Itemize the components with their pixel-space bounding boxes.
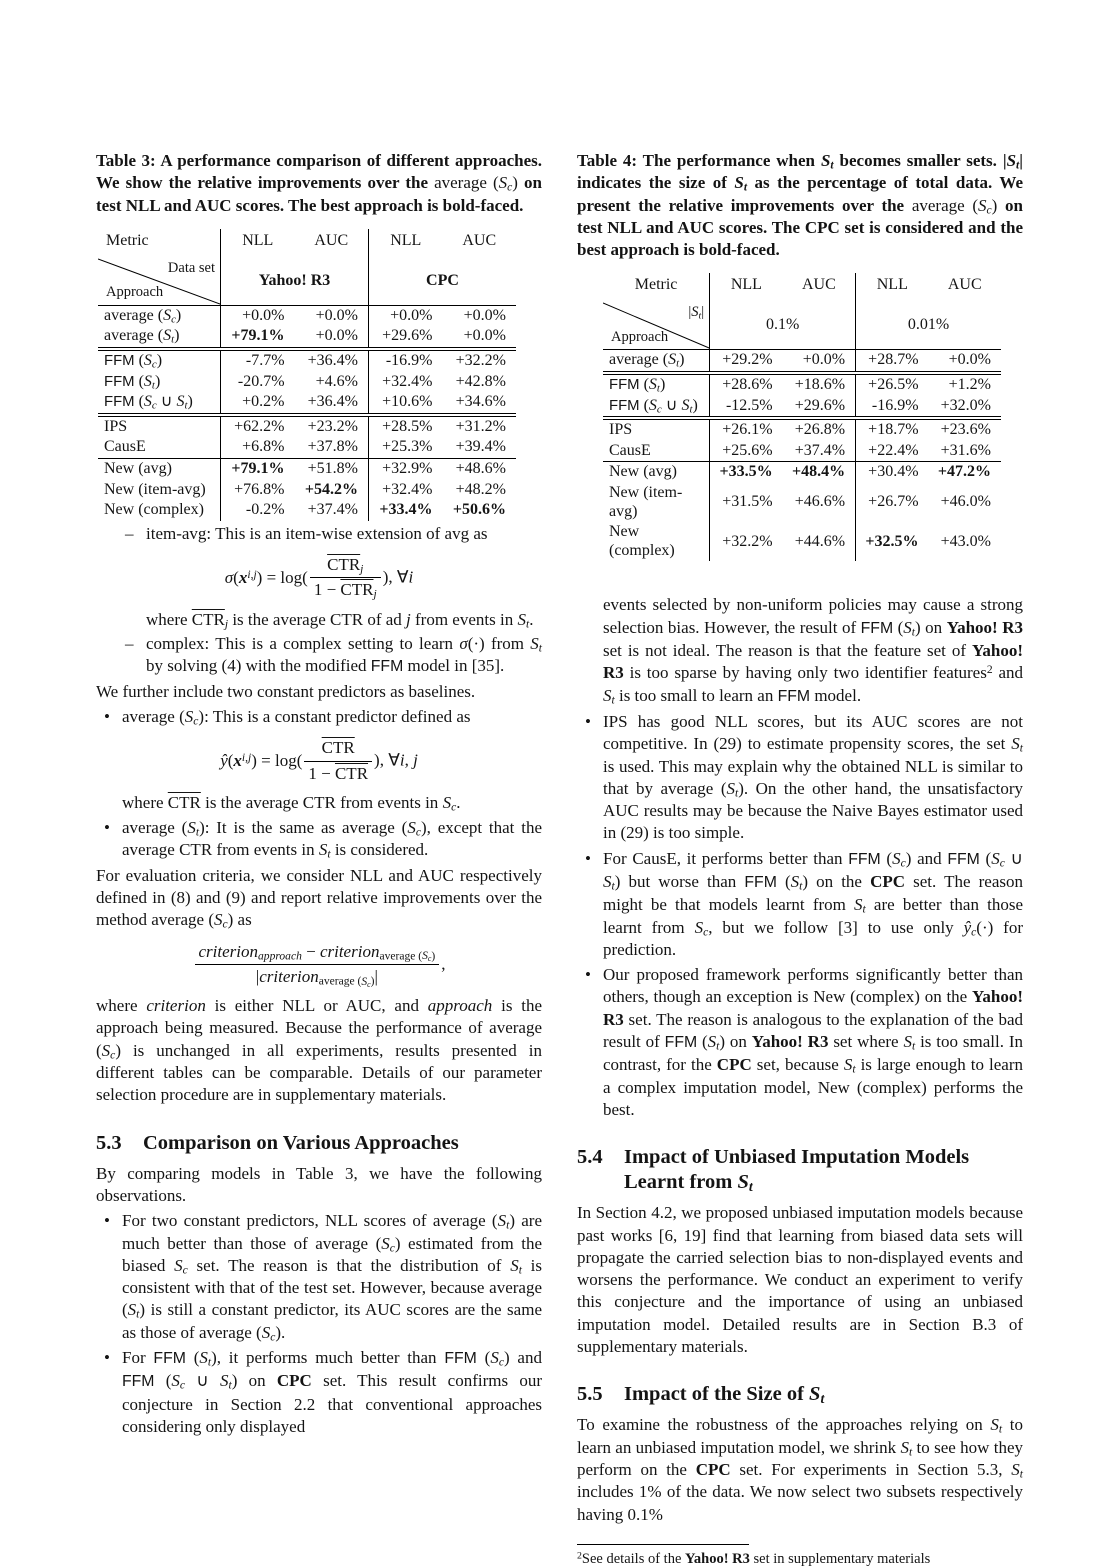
bullet-cause: • For CausE, it performs better than FFM $(S_c)$ and FFM ($S_c$ ∪ $S_t$) but worse than FFM $(S_t)$ on the CPC set. The reason might be that models learnt from $S_t$ are better than those learnt from $S_c$, but we follow [3] to use only $ŷ_c(\cdot)$ for prediction. [577, 848, 1023, 961]
col-header-auc-1: AUC [783, 273, 856, 301]
value-cell: +0.0% [242, 306, 285, 324]
value-cell: +79.1% [221, 459, 295, 480]
value-cell: +62.2% [221, 415, 295, 438]
table-row [603, 373, 1001, 396]
approach-label-cell: CausE [98, 437, 221, 458]
table-row [603, 350, 1001, 373]
value-cell: -7.7% [221, 349, 295, 372]
value-cell: +29.6% [783, 396, 856, 419]
section-5-3-heading [96, 1131, 542, 1156]
value-cell: -0.2% [245, 501, 285, 519]
value-cell: +0.0% [295, 326, 369, 349]
approach-label-cell: New (complex) [603, 522, 710, 561]
value-cell: +39.4% [455, 438, 506, 456]
fraction-numerator: criterion$_{approach}$ − criterion$_{average (S_c)}$ [195, 941, 440, 965]
col-header-nll-2: NLL [876, 276, 908, 294]
bullet-proposed: • Our proposed framework performs significantly better than others, though an exception is New (complex) on the Yahoo! R3 set. The reason is analogous to the explanation of the bad result of FFM $(S_t)$ on Yahoo! R3 set where $S_t$ is too small. In contrast, for the CPC set, because $S_t$ is large enough to learn a complex imputation model, New (complex) performs the best. [577, 964, 1023, 1121]
col-header-auc-2: AUC [947, 276, 982, 294]
bullet-constant-predictors: • For two constant predictors, NLL scores of average $(S_t)$ are much better than those of average $(S_c)$ estimated from the biased $S_c$ set. The reason is that the distribution of $S_t$ is consistent with that of the test set. However, because average $(S_t)$ is still a constant predictor, its AUC scores are the same as those of average $(S_c)$. [96, 1210, 542, 1344]
left-column [96, 150, 542, 1441]
footnote-block [577, 1544, 1023, 1568]
bullet-ips: • IPS has good NLL scores, but its AUC scores are not competitive. In (29) to estimate propensity scores, the set $S_t$ is used. This may explain why the obtained NLL is similar to that by average $(S_t)$. On the other hand, the unsatisfactory AUC results may be because the Naive Bayes estimator used in (29) is too simple. [577, 711, 1023, 845]
approach-label-cell: FFM $(S_c)$ [98, 349, 221, 372]
value-cell: +42.8% [455, 372, 506, 390]
table3-body [98, 305, 516, 520]
value-cell: +26.7% [868, 493, 919, 511]
table4-body [603, 350, 1001, 561]
section-title: Impact of Unbiased Imputation Models Learnt from $S_t$ [624, 1146, 970, 1196]
table4-diagonal-header-cell [603, 273, 710, 350]
value-cell: +37.4% [783, 441, 856, 462]
value-cell: +50.6% [452, 501, 506, 519]
bullet-average-st: • average $(S_t)$: It is the same as average $(S_c)$, except that the average CTR from events in $S_t$ is considered. [96, 817, 542, 862]
approach-label-cell: New (item-avg) [98, 480, 221, 501]
value-cell: +28.7% [868, 351, 919, 369]
value-cell: +76.8% [234, 480, 285, 498]
bullet-average-sc: • average $(S_c)$: This is a constant predictor defined as [96, 706, 542, 728]
value-cell: +23.2% [295, 415, 369, 438]
diagonal-line [603, 273, 709, 349]
value-cell: +37.8% [295, 437, 369, 458]
table4 [603, 273, 1001, 561]
paragraph-continuation: events selected by non-uniform policies may cause a strong selection bias. However, the result of FFM $(S_t)$ on Yahoo! R3 set is not ideal. The reason is that the feature set of Yahoo! R3 is too sparse by having only two identifier features$^2$ and $S_t$ is too small to learn an FFM model. [603, 595, 1024, 707]
fraction-denominator: |criterion$_{average (S_c)}$| [255, 966, 378, 989]
value-cell: +23.6% [929, 418, 1001, 441]
value-cell: +32.5% [865, 532, 919, 550]
value-cell: +29.6% [382, 327, 433, 345]
value-cell: +79.1% [231, 327, 285, 345]
col-header-auc-2: AUC [462, 231, 497, 249]
value-cell: +26.1% [710, 418, 783, 441]
approach-label: Approach [611, 328, 669, 345]
section-number: 5.5 [577, 1383, 603, 1406]
equation-criterion [96, 941, 542, 989]
equation-item-avg [96, 554, 542, 602]
table-row [98, 500, 516, 521]
table-row [98, 372, 516, 393]
col-header-nll-1: NLL [242, 231, 274, 249]
section-title: Comparison on Various Approaches [143, 1131, 459, 1154]
approach-label-cell: New (complex) [98, 500, 221, 521]
table-row [603, 462, 1001, 483]
table3-caption: Table 3: A performance comparison of different approaches. We show the relative improvements over the average $(S_c)$ on test NLL and AUC scores. The best approach is bold-faced. [96, 151, 542, 215]
value-cell: +18.7% [856, 418, 929, 441]
approach-label-cell: FFM $(S_t)$ [98, 372, 221, 393]
value-cell: +6.8% [242, 438, 285, 456]
value-cell: +51.8% [295, 459, 369, 480]
st-size-label: $|S_t|$ [688, 304, 705, 322]
dataset-label: Data set [167, 259, 216, 276]
approach-label-cell: IPS [603, 418, 710, 441]
value-cell: +47.2% [929, 462, 1001, 483]
approach-label-cell: New (avg) [603, 462, 710, 483]
table-row [98, 326, 516, 349]
fraction-numerator: $\overline{CTR}$ [304, 737, 372, 761]
fraction [310, 554, 381, 602]
footnote-rule [577, 1544, 749, 1545]
metric-label: Metric [106, 231, 149, 249]
value-cell: -16.9% [369, 349, 443, 372]
value-cell: +46.0% [940, 493, 991, 511]
value-cell: +36.4% [295, 392, 369, 415]
table-row [603, 522, 1001, 561]
value-cell: +31.6% [940, 441, 991, 459]
value-cell: +31.2% [442, 415, 516, 438]
value-cell: +26.8% [783, 418, 856, 441]
list-item-complex: – complex: This is a complex setting to learn σ(·) from $S_t$ by solving (4) with the modified FFM model in [35]. [96, 633, 542, 679]
table-row [98, 480, 516, 501]
value-cell: +28.6% [710, 373, 783, 396]
value-cell: +29.2% [722, 351, 773, 369]
section-5-5-heading [577, 1382, 1023, 1407]
value-cell: +32.0% [940, 396, 991, 414]
value-cell: +48.6% [442, 459, 516, 480]
section-number: 5.3 [96, 1131, 122, 1154]
value-cell: +46.6% [783, 483, 856, 522]
value-cell: +10.6% [382, 393, 433, 411]
table-row [603, 483, 1001, 522]
col-header-nll-2: NLL [390, 231, 422, 249]
approach-label-cell: average $(S_t)$ [98, 326, 221, 349]
value-cell: +32.4% [382, 372, 433, 390]
approach-label-cell: New (item-avg) [603, 483, 710, 522]
value-cell: +31.5% [722, 493, 773, 511]
list-item-item-avg: – item-avg: This is an item-wise extension of avg as [96, 523, 542, 545]
paragraph-5-4: In Section 4.2, we proposed unbiased imputation models because past works [6, 19] find that learning from biased data sets will propagate the carried selection bias to non-displayed events and worsens the performance. We conduct an experiment to verify this conjecture and the importance of using an unbiased imputation model. Detailed results are in Section B.3 of supplementary materials. [577, 1203, 1023, 1357]
value-cell: +32.2% [722, 532, 773, 550]
approach-label-cell: FFM $(S_t)$ [603, 373, 710, 396]
paragraph-further: We further include two constant predictors as baselines. [96, 681, 476, 701]
table-row [603, 418, 1001, 441]
section-number: 5.4 [577, 1146, 603, 1169]
fraction-denominator: $1 - \overline{CTR}_j$ [313, 580, 377, 602]
equation-rhs: , [441, 954, 446, 974]
group-header-0.1: 0.1% [710, 301, 856, 350]
table-row [98, 437, 516, 458]
approach-label: Approach [106, 284, 164, 301]
fraction [304, 737, 372, 785]
value-cell: -16.9% [871, 396, 919, 414]
equation-average-sc [96, 737, 542, 785]
table4-header [603, 273, 1001, 350]
section-title: Impact of the Size of $S_t$ [624, 1383, 825, 1408]
value-cell: +26.5% [856, 373, 929, 396]
value-cell: +43.0% [940, 532, 991, 550]
value-cell: +0.0% [463, 327, 506, 345]
value-cell: +25.3% [382, 438, 433, 456]
table-row [603, 396, 1001, 419]
metric-label: Metric [634, 276, 678, 294]
paragraph-5-5: To examine the robustness of the approaches relying on $S_t$ to learn an unbiased imputation model, we shrink $S_t$ to see how they perform on the CPC set. For experiments in Section 5.3, $S_t$ includes 1% of the data. We now select two subsets respectively having 0.1% [577, 1415, 1023, 1524]
value-cell: +28.5% [369, 415, 443, 438]
table-row [98, 415, 516, 438]
bullet-ffm-st: • For FFM $(S_t)$, it performs much better than FFM $(S_c)$ and FFM ($S_c$ ∪ $S_t$) on CPC set. This result confirms our conjecture in Section 2.2 that conventional approaches considering only displayed [96, 1347, 542, 1438]
value-cell: +25.6% [722, 441, 773, 459]
value-cell: +18.6% [783, 373, 856, 396]
value-cell: +44.6% [783, 522, 856, 561]
value-cell: +32.9% [369, 459, 443, 480]
value-cell: +4.6% [295, 372, 369, 393]
group-header-yahoo: Yahoo! R3 [221, 257, 369, 306]
table-row [98, 459, 516, 480]
paragraph-where-ctr: where $\overline{CTR}$ is the average CTR from events in $S_c$. [122, 792, 461, 814]
table3-header [98, 229, 516, 306]
table-row [98, 349, 516, 372]
value-cell: +0.0% [463, 306, 506, 324]
col-header-auc-1: AUC [295, 229, 369, 257]
right-column [577, 150, 1023, 1568]
section-5-4-heading [577, 1145, 1023, 1195]
value-cell: +36.4% [295, 349, 369, 372]
value-cell: +1.2% [929, 373, 1001, 396]
value-cell: +33.4% [379, 501, 433, 519]
equation-rhs: ), ∀i [382, 567, 414, 587]
approach-label-cell: FFM ($S_c$ ∪ $S_t$) [603, 396, 710, 419]
approach-label-cell: average $(S_t)$ [603, 350, 710, 373]
value-cell: +33.5% [710, 462, 783, 483]
value-cell: +37.4% [295, 500, 369, 521]
diagonal-line [98, 229, 220, 305]
approach-label-cell: IPS [98, 415, 221, 438]
value-cell: +0.2% [242, 393, 285, 411]
value-cell: +48.2% [455, 480, 506, 498]
col-header-nll-1: NLL [730, 276, 762, 294]
approach-label-cell: average $(S_c)$ [98, 305, 221, 326]
approach-label-cell: CausE [603, 441, 710, 462]
value-cell: +54.2% [295, 480, 369, 501]
value-cell: +0.0% [948, 351, 991, 369]
value-cell: +0.0% [783, 350, 856, 373]
value-cell: +0.0% [295, 305, 369, 326]
paragraph-comparing: By comparing models in Table 3, we have the following observations. [96, 1163, 542, 1205]
value-cell: +0.0% [390, 306, 433, 324]
table3-diagonal-header-cell [98, 229, 221, 306]
table-row [603, 441, 1001, 462]
paragraph-where-ctrj: where $\overline{CTR}_j$ is the average CTR of ad j from events in $S_t$. [146, 609, 534, 631]
table3 [98, 229, 516, 521]
fraction [195, 941, 440, 989]
value-cell: +32.4% [382, 480, 433, 498]
equation-lhs: $ŷ(x^{i,j}) = \log$( [220, 750, 303, 770]
table-row [98, 392, 516, 415]
value-cell: +48.4% [783, 462, 856, 483]
fraction-denominator: $1 - \overline{CTR}$ [308, 763, 369, 783]
value-cell: +34.6% [455, 393, 506, 411]
value-cell: -12.5% [725, 396, 773, 414]
equation-rhs: ), ∀i, j [374, 750, 418, 770]
paragraph-evaluation: For evaluation criteria, we consider NLL and AUC respectively defined in (8) and (9) and report relative improvements over the method average $(S_c)$ as [96, 865, 542, 931]
table-row [98, 305, 516, 326]
value-cell: -20.7% [237, 372, 285, 390]
fraction-numerator: $\overline{CTR}_j$ [310, 554, 381, 578]
group-header-cpc: CPC [369, 257, 517, 306]
value-cell: +32.2% [442, 349, 516, 372]
table4-caption: Table 4: The performance when $S_t$ becomes smaller sets. $|S_t|$ indicates the size of $S_t$ as the percentage of total data. We present the relative improvements over the average $(S_c)$ on test NLL and AUC scores. The CPC set is considered and the best approach is bold-faced. [577, 151, 1024, 260]
group-header-0.01: 0.01% [856, 301, 1001, 350]
footnote: $^2$See details of the Yahoo! R3 set in supplementary materials [577, 1550, 931, 1567]
paragraph-where-criterion: where criterion is either NLL or AUC, and approach is the approach being measured. Because the performance of average $(S_c)$ is unchanged in all experiments, results presented in different tables can be comparable. Details of our parameter selection procedure are in supplementary materials. [96, 996, 542, 1105]
value-cell: +30.4% [856, 462, 929, 483]
equation-lhs: $\sigma(x^{i,j}) = \log$( [224, 567, 308, 587]
approach-label-cell: FFM ($S_c$ ∪ $S_t$) [98, 392, 221, 415]
approach-label-cell: New (avg) [98, 459, 221, 480]
value-cell: +22.4% [868, 441, 919, 459]
